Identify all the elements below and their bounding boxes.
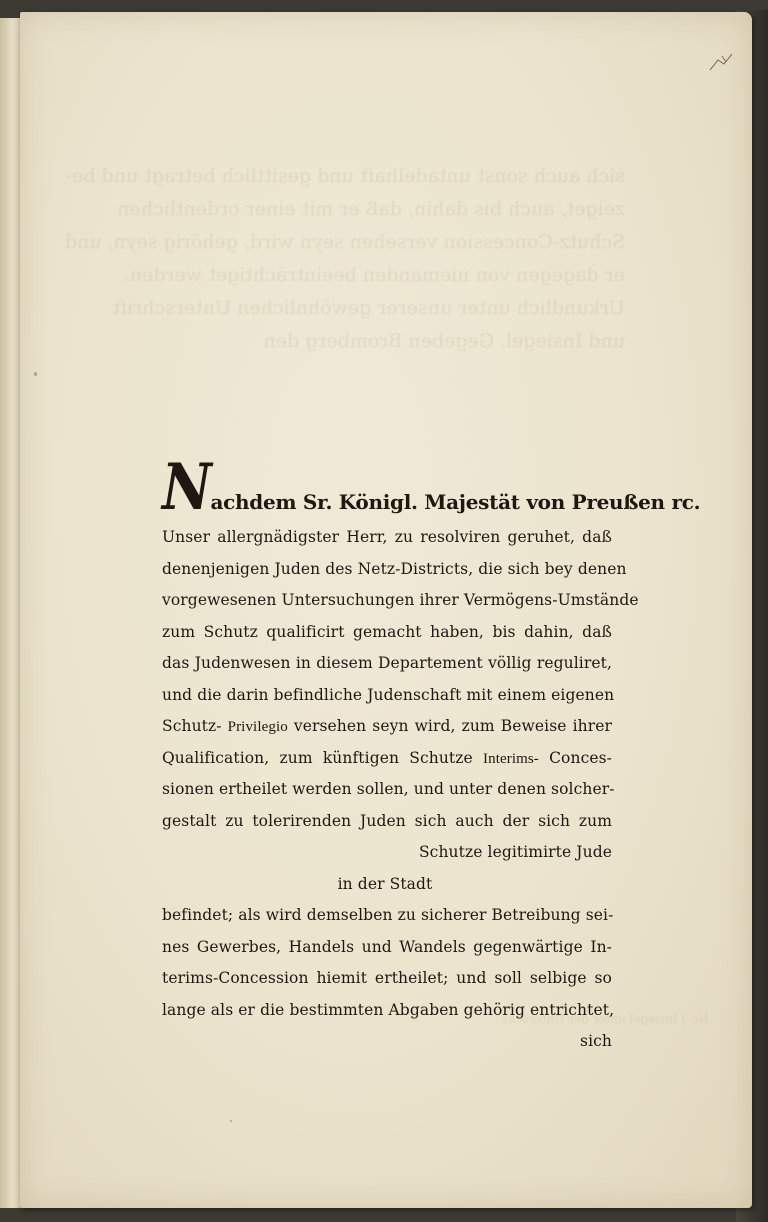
text-line: zum Schutz qualificirt gemacht haben, bis dahin, daß (162, 622, 612, 641)
text-line: nes Gewerbes, Handels und Wandels gegenwärtige In- (162, 937, 612, 956)
text-fragment: versehen seyn wird, zum Beweise ihrer (293, 717, 612, 735)
text-line: Unser allergnädigster Herr, zu resolviren geruhet, daß (162, 528, 612, 546)
text-line: gestalt zu tolerirenden Juden sich auch der sich zum (162, 811, 612, 830)
bleed-through-footnote: Nr. ) Insiegel unter der Unterschr. (500, 1012, 709, 1026)
text-line-right: Schutze legitimirte Jude (418, 843, 612, 861)
bleed-line: er dagegen von niemanden beeinträchtiget werden. (123, 264, 625, 286)
bleed-line: Schutz-Concession versehen seyn wird, gehörig seyn, und (64, 231, 625, 253)
text-line (162, 711, 612, 743)
bleed-line: Urkundlich unter unserer gewöhnlichen Unterschrift (112, 297, 625, 319)
antiqua-word: Interims- (483, 750, 539, 767)
heading-text: achdem Sr. Königl. Majestät von Preußen rc. (210, 490, 701, 514)
text-line: terims-Concession hiemit ertheilet; und soll selbige so (162, 969, 612, 987)
decorative-initial: N (162, 450, 209, 525)
bleed-line: sich auch sonst untadelhaft und gesittlich betragt und be- (65, 165, 625, 187)
text-line-center: in der Stadt (337, 874, 433, 893)
paper-speck (230, 1120, 232, 1122)
corner-tear-mark (708, 52, 734, 72)
text-fragment: Qualification, zum künftigen Schutze (162, 748, 473, 767)
text-line: das Judenwesen in diesem Departement völlig reguliret, (162, 654, 612, 672)
antiqua-word: Privilegio (227, 719, 288, 735)
text-fragment: Schutz- (162, 717, 222, 735)
text-line: denenjenigen Juden des Netz-Districts, die sich bey denen (162, 559, 627, 578)
text-line: befindet; als wird demselben zu sicherer Betreibung sei- (162, 906, 614, 924)
bleed-line: und Insiegel. Gegeben Bromberg den (263, 330, 625, 352)
document-body (162, 450, 701, 1058)
text-line: vorgewesenen Untersuchungen ihrer Vermögens-Umstände (162, 591, 639, 609)
left-page-edge (0, 18, 21, 1208)
text-line: und die darin befindliche Judenschaft mit einem eigenen (162, 685, 615, 704)
text-fragment: Conces- (549, 748, 613, 767)
document-heading (162, 450, 701, 525)
bleed-line: zeiget, auch bis dahin, daß er mit einer ordentlichen (117, 198, 625, 220)
text-line: sionen ertheilet werden sollen, und unter denen solcher- (162, 780, 615, 798)
catchword: sich (580, 1032, 612, 1050)
text-line: lange als er die bestimmten Abgaben gehörig entrichtet, (162, 1000, 615, 1019)
paper-speck (34, 372, 37, 376)
bleed-through-text (64, 160, 625, 358)
text-line (162, 743, 612, 775)
